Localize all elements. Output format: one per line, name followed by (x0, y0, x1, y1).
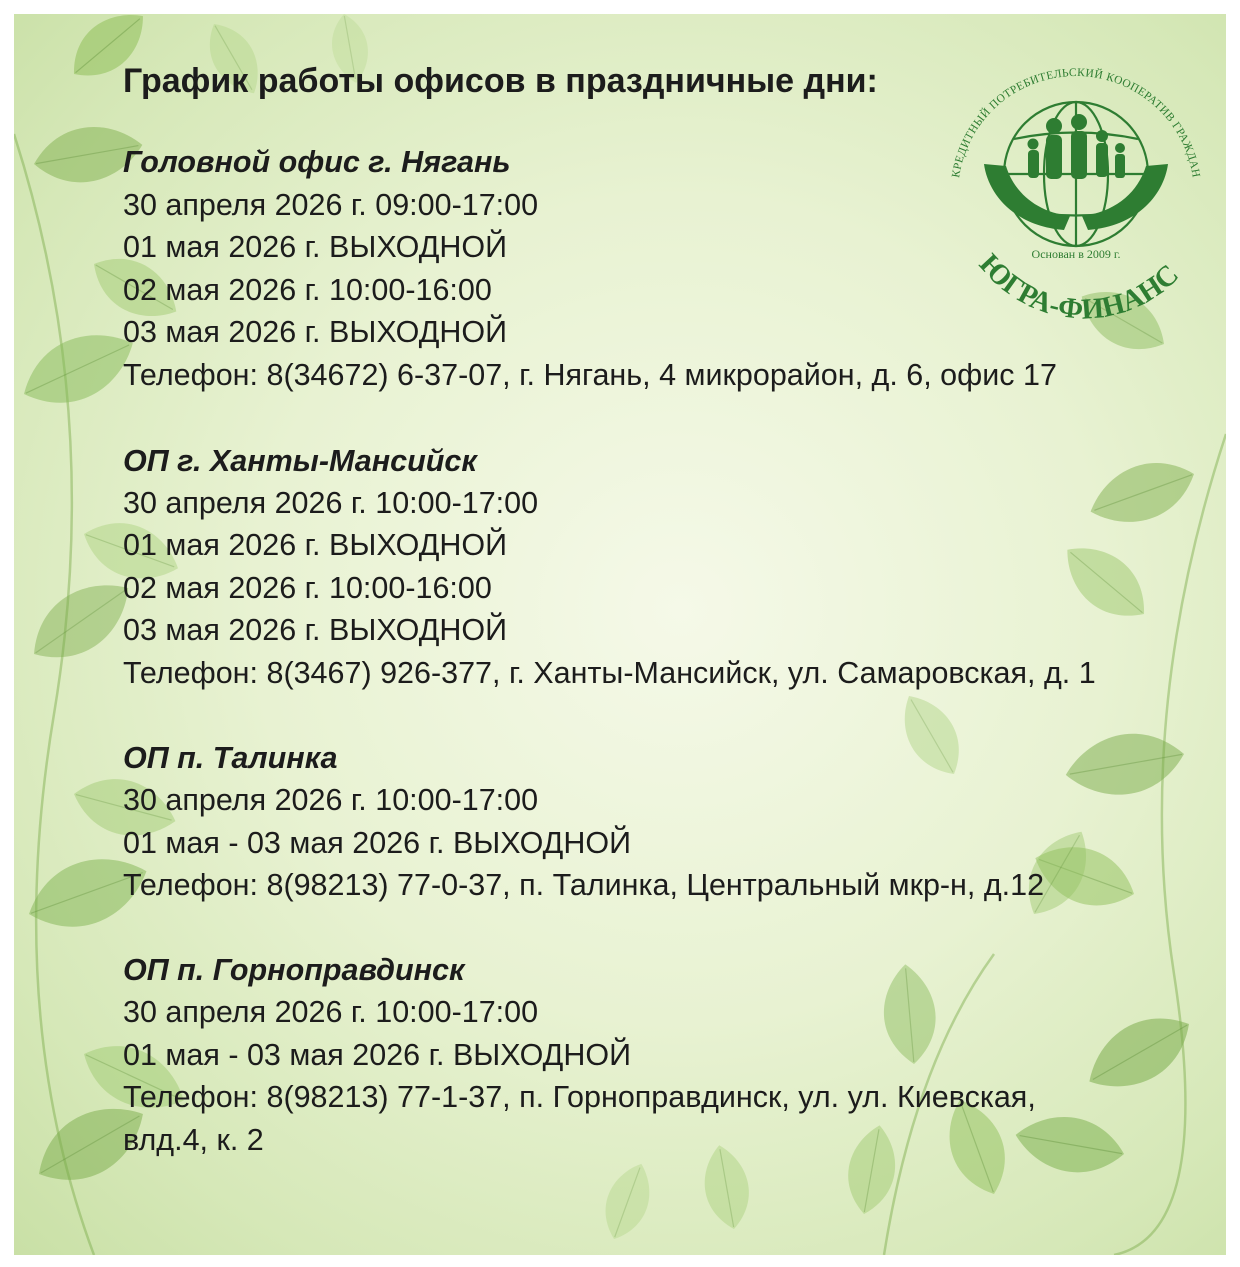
office-title-gornopravdinsk: ОП п. Горноправдинск (123, 953, 465, 987)
contact-line: Телефон: 8(98213) 77-1-37, п. Горноправдинск, ул. ул. Киевская, (123, 1080, 1036, 1114)
logo-brand-text: ЮГРА-ФИНАНС (972, 247, 1185, 326)
logo-arc-text: КРЕДИТНЫЙ ПОТРЕБИТЕЛЬСКИЙ КООПЕРАТИВ ГРАЖДАН (950, 66, 1202, 179)
office-title-talinka: ОП п. Талинка (123, 741, 338, 775)
stem-shape (14, 134, 94, 1255)
contact-line: Телефон: 8(3467) 926-377, г. Ханты-Мансийск, ул. Самаровская, д. 1 (123, 656, 1096, 690)
family-figures-icon (1028, 114, 1126, 179)
contact-line: влд.4, к. 2 (123, 1123, 264, 1157)
schedule-line: 30 апреля 2026 г. 10:00-17:00 (123, 486, 539, 520)
stem-shape (1114, 434, 1226, 1255)
schedule-line: 01 мая - 03 мая 2026 г. ВЫХОДНОЙ (123, 1038, 632, 1072)
schedule-line: 03 мая 2026 г. ВЫХОДНОЙ (123, 613, 508, 647)
schedule-line: 03 мая 2026 г. ВЫХОДНОЙ (123, 315, 508, 349)
schedule-line: 30 апреля 2026 г. 09:00-17:00 (123, 188, 539, 222)
schedule-line: 02 мая 2026 г. 10:00-16:00 (123, 273, 492, 307)
contact-line: Телефон: 8(98213) 77-0-37, п. Талинка, Центральный мкр-н, д.12 (123, 868, 1045, 902)
office-title-khanty-mansiysk: ОП г. Ханты-Мансийск (123, 444, 477, 478)
schedule-line: 30 апреля 2026 г. 10:00-17:00 (123, 995, 539, 1029)
page-title: График работы офисов в праздничные дни: (123, 62, 878, 100)
yugra-finans-logo (936, 44, 1216, 334)
schedule-line: 01 мая 2026 г. ВЫХОДНОЙ (123, 528, 508, 562)
logo-founded-text: Основан в 2009 г. (1031, 247, 1121, 261)
office-title-nyagan: Головной офис г. Нягань (123, 145, 511, 179)
schedule-line: 02 мая 2026 г. 10:00-16:00 (123, 571, 492, 605)
schedule-line: 30 апреля 2026 г. 10:00-17:00 (123, 783, 539, 817)
schedule-line: 01 мая - 03 мая 2026 г. ВЫХОДНОЙ (123, 826, 632, 860)
schedule-line: 01 мая 2026 г. ВЫХОДНОЙ (123, 230, 508, 264)
holiday-schedule-poster (14, 14, 1226, 1255)
contact-line: Телефон: 8(34672) 6-37-07, г. Нягань, 4 микрорайон, д. 6, офис 17 (123, 358, 1057, 392)
